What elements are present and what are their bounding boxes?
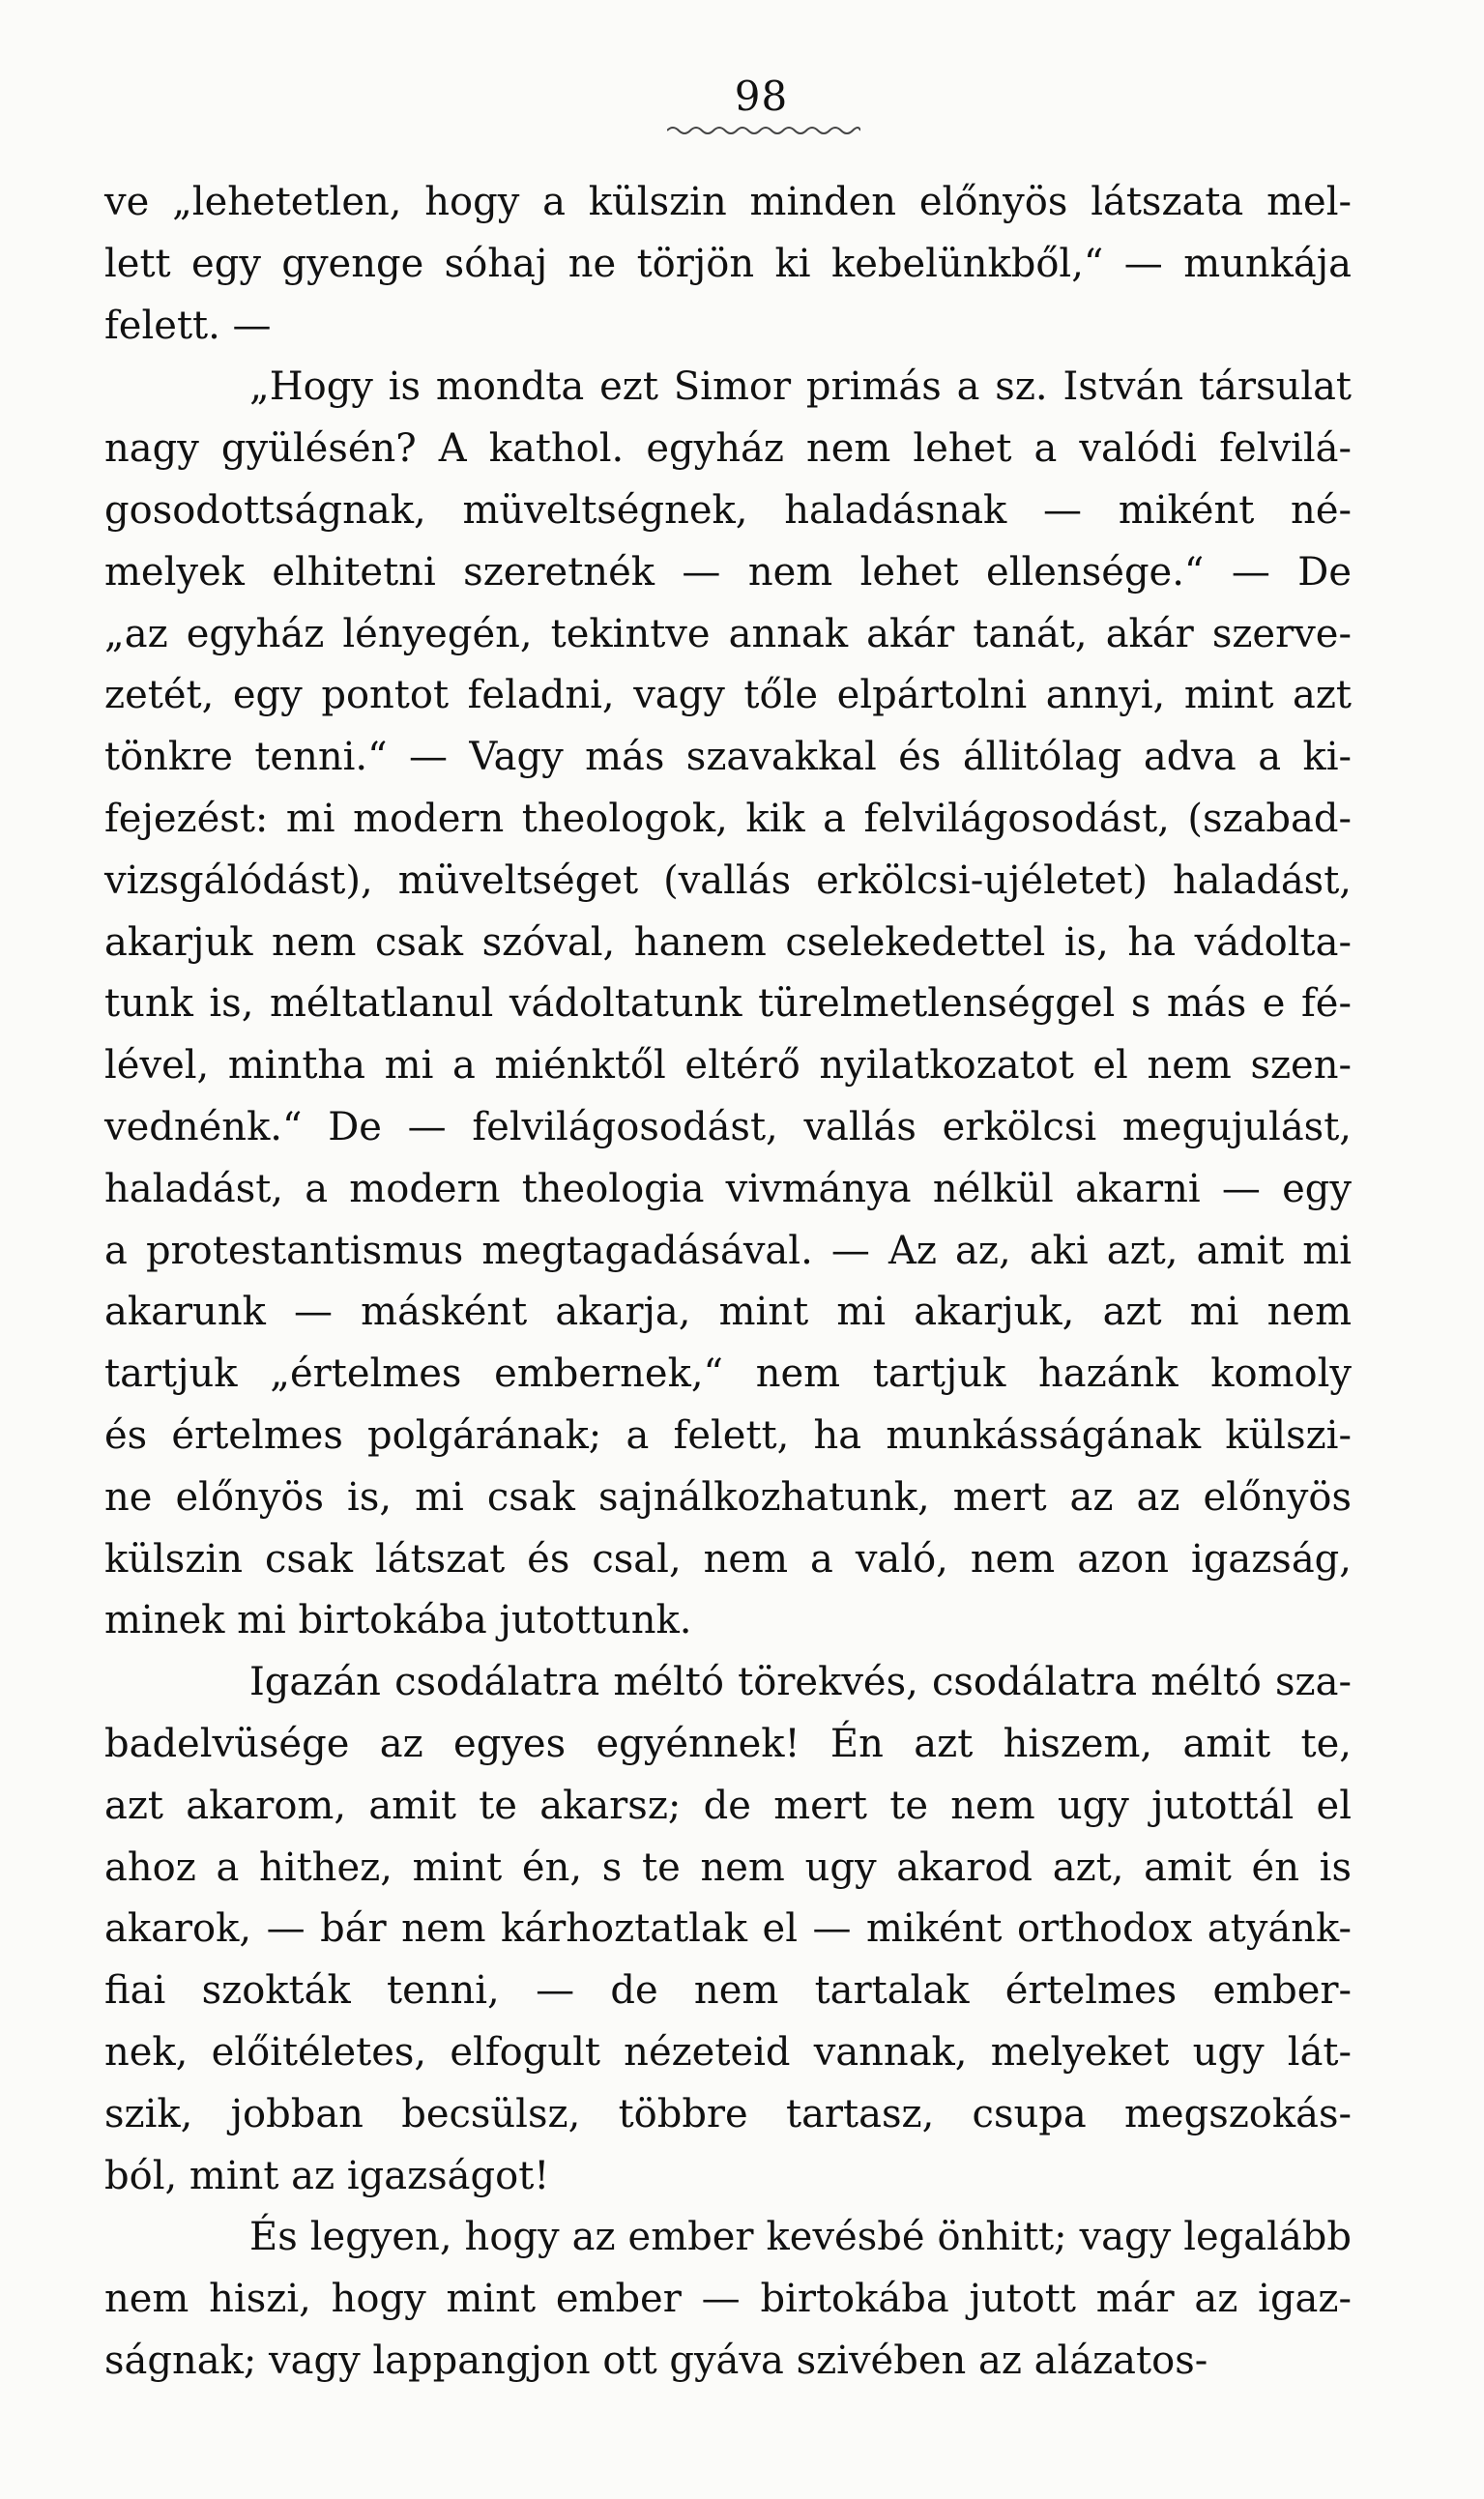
text-line: vednénk.“ De — felvilágosodást, vallás erkölcsi megujulást, bbox=[104, 1104, 1352, 1149]
text-line: fejezést: mi modern theologok, kik a felvilágosodást, (szabad- bbox=[104, 796, 1352, 841]
text-line: vizsgálódást), müveltséget (vallás erkölcsi-ujéletet) haladást, bbox=[104, 857, 1352, 903]
text-line: akarok, — bár nem kárhoztatlak el — miként orthodox atyánk- bbox=[104, 1906, 1352, 1952]
paragraph bbox=[104, 357, 1352, 1652]
paragraph bbox=[104, 1652, 1352, 2207]
paragraph bbox=[104, 2207, 1352, 2392]
text-line: ból, mint az igazságot! bbox=[104, 2153, 550, 2198]
text-line: ahoz a hithez, mint én, s te nem ugy akarod azt, amit én is bbox=[104, 1845, 1352, 1890]
body-text bbox=[104, 172, 1352, 2393]
text-line: ságnak; vagy lappangjon ott gyáva szivében az alázatos- bbox=[104, 2338, 1208, 2383]
text-line: És legyen, hogy az ember kevésbé önhitt; vagy legalább bbox=[249, 2215, 1352, 2260]
text-line: lett egy gyenge sóhaj ne törjön ki kebelünkből,“ — munkája bbox=[104, 241, 1352, 286]
text-line: „az egyház lényegén, tekintve annak akár tanát, akár szerve- bbox=[104, 611, 1352, 656]
text-line: felett. — bbox=[104, 303, 272, 348]
text-line: tönkre tenni.“ — Vagy más szavakkal és állitólag adva a ki- bbox=[104, 735, 1352, 780]
text-line: tartjuk „értelmes embernek,“ nem tartjuk hazánk komoly bbox=[104, 1351, 1352, 1397]
paragraph bbox=[104, 172, 1352, 357]
text-line: lével, mintha mi a miénktől eltérő nyilatkozatot el nem szen- bbox=[104, 1043, 1352, 1089]
text-line: minek mi birtokába jutottunk. bbox=[104, 1598, 692, 1643]
text-line: fiai szokták tenni, — de nem tartalak értelmes ember- bbox=[104, 1968, 1352, 2014]
text-line: ve „lehetetlen, hogy a külszin minden előnyös látszata mel- bbox=[104, 180, 1352, 224]
text-line: melyek elhitetni szeretnék — nem lehet ellensége.“ — De bbox=[104, 549, 1352, 595]
text-line: szik, jobban becsülsz, többre tartasz, csupa megszokás- bbox=[104, 2091, 1352, 2136]
text-line: badelvüsége az egyes egyénnek! Én azt hiszem, amit te, bbox=[104, 1721, 1352, 1766]
text-line: akarjuk nem csak szóval, hanem cselekedettel is, ha vádolta- bbox=[104, 919, 1352, 965]
text-line: nagy gyülésén? A kathol. egyház nem lehet a valódi felvilá- bbox=[104, 426, 1352, 472]
text-line: zetét, egy pontot feladni, vagy tőle elpártolni annyi, mint azt bbox=[104, 673, 1352, 718]
text-line: külszin csak látszat és csal, nem a való, nem azon igazság, bbox=[104, 1536, 1352, 1582]
text-line: gosodottságnak, müveltségnek, haladásnak — miként né- bbox=[104, 487, 1352, 533]
text-line: akarunk — másként akarja, mint mi akarjuk, azt mi nem bbox=[104, 1290, 1352, 1335]
text-line: ne előnyös is, mi csak sajnálkozhatunk, mert az az előnyös bbox=[104, 1474, 1352, 1520]
text-line: haladást, a modern theologia vivmánya nélkül akarni — egy bbox=[104, 1166, 1352, 1211]
page-number: 98 bbox=[734, 73, 789, 120]
text-line: és értelmes polgárának; a felett, ha munkásságának külszi- bbox=[104, 1412, 1352, 1458]
text-line: Igazán csodálatra méltó törekvés, csodálatra méltó sza- bbox=[249, 1660, 1352, 1705]
text-line: azt akarom, amit te akarsz; de mert te nem ugy jutottál el bbox=[104, 1783, 1352, 1828]
decorative-rule bbox=[667, 124, 860, 137]
text-line: nem hiszi, hogy mint ember — birtokába jutott már az igaz- bbox=[104, 2277, 1352, 2322]
text-line: tunk is, méltatlanul vádoltatunk türelmetlenséggel s más e fé- bbox=[104, 981, 1352, 1027]
text-line: a protestantismus megtagadásával. — Az az, aki azt, amit mi bbox=[104, 1228, 1352, 1273]
text-line: nek, előitéletes, elfogult nézeteid vannak, melyeket ugy lát- bbox=[104, 2029, 1352, 2075]
text-line: „Hogy is mondta ezt Simor primás a sz. István társulat bbox=[249, 364, 1352, 410]
